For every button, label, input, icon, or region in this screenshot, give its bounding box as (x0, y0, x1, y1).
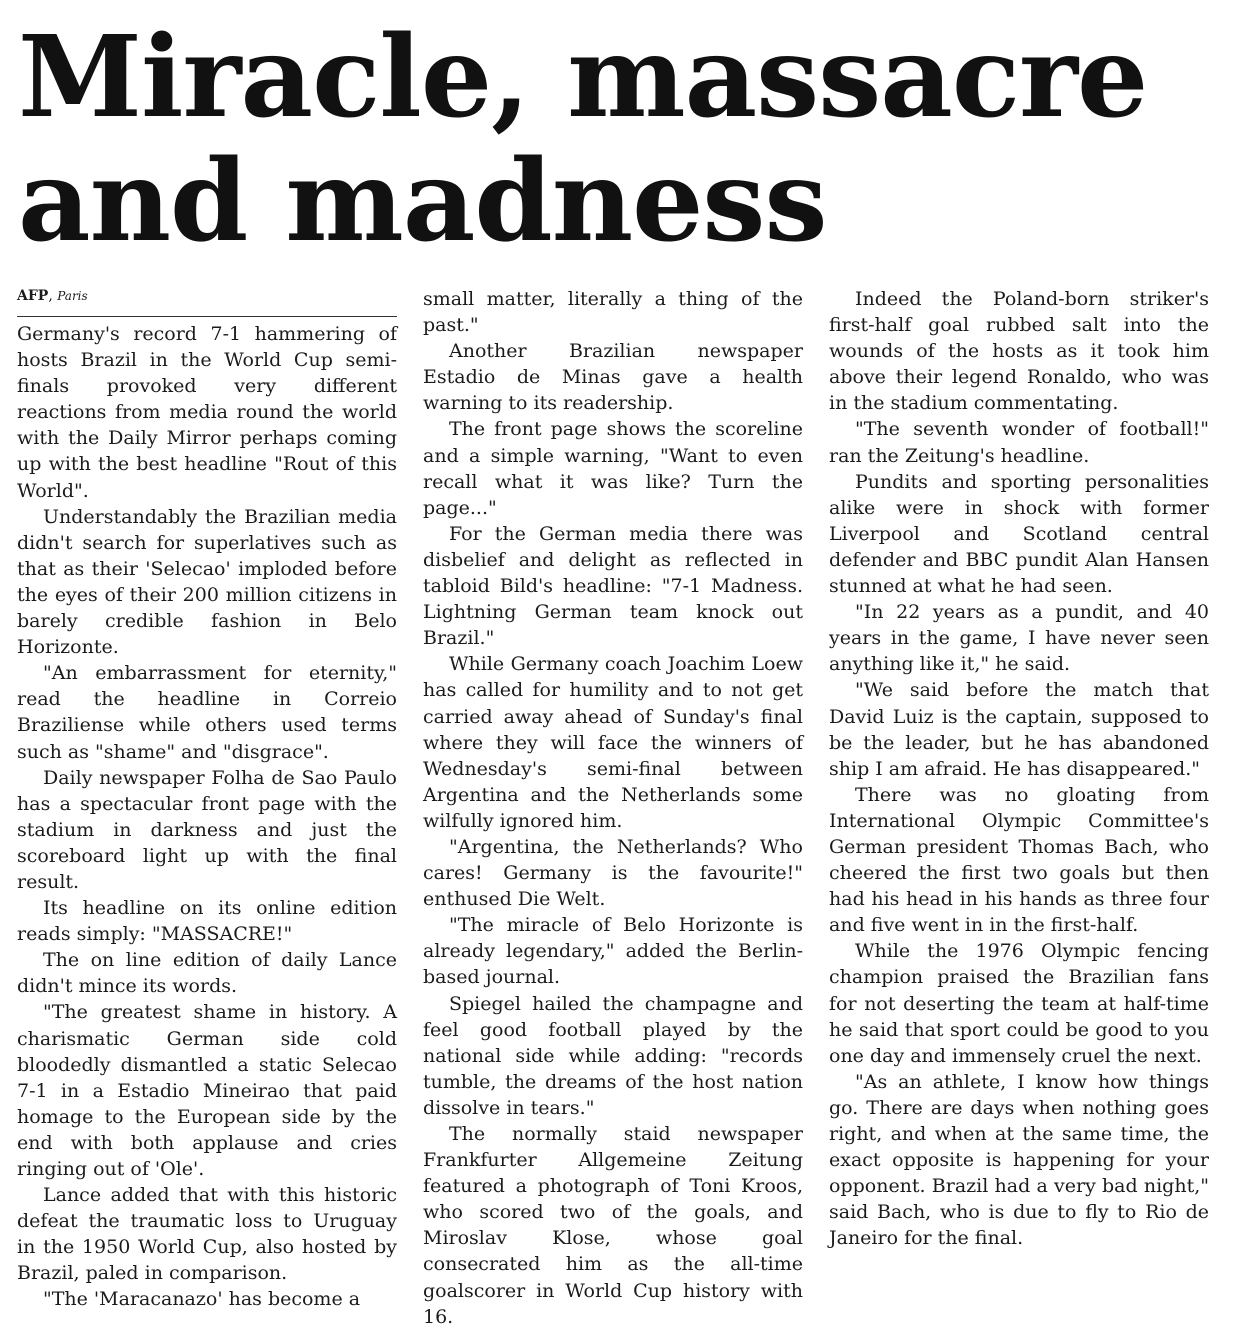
paragraph: There was no gloating from International Olympic Committee's German president Thomas Bach, who cheered the first two goals but then had his head in his hands as three four and five went in in the first-half. (829, 783, 1209, 937)
byline-place: Paris (57, 289, 88, 303)
paragraph: Daily newspaper Folha de Sao Paulo has a spectacular front page with the stadium in darkness and just the scoreboard light up with the final result. (17, 766, 397, 893)
byline-separator: , (48, 288, 58, 304)
paragraph: Another Brazilian newspaper Estadio de Minas gave a health warning to its readership. (423, 340, 803, 415)
byline-agency: AFP (17, 288, 49, 304)
paragraph: Spiegel hailed the champagne and feel good football played by the national side while adding: "records tumble, the dreams of the host nation dissolve in tears." (423, 992, 803, 1119)
paragraph: "The 'Maracanazo' has become a (43, 1288, 361, 1311)
headline (18, 12, 1218, 267)
paragraph: "The greatest shame in history. A charismatic German side cold bloodedly dismantled a static Selecao 7-1 in a Estadio Mineirao that paid homage to the European side by the end with both applause and cries ringing out of 'Ole'. (17, 1001, 397, 1180)
headline-line-2: and madness (18, 136, 827, 267)
paragraph: Germany's record 7-1 hammering of hosts Brazil in the World Cup semi-finals provoked very different reactions from media round the world with the Daily Mirror perhaps coming up with the best headline "Rout of this World". (17, 323, 397, 502)
paragraph: The normally staid newspaper Frankfurter Allgemeine Zeitung featured a photograph of Toni Kroos, who scored two of the goals, and Miroslav Klose, whose goal consecrated him as the all-time goalscorer in World Cup history with 16. (423, 1123, 803, 1328)
paragraph: Indeed the Poland-born striker's first-half goal rubbed salt into the wounds of the hosts as it took him above their legend Ronaldo, who was in the stadium commentating. (829, 288, 1209, 415)
paragraph: "An embarrassment for eternity," read the headline in Correio Braziliense while others used terms such as "shame" and "disgrace". (17, 662, 397, 763)
byline-divider (17, 316, 397, 317)
paragraph: "The miracle of Belo Horizonte is already legendary," added the Berlin-based journal. (423, 914, 803, 989)
paragraph: For the German media there was disbelief and delight as reflected in tabloid Bild's headline: "7-1 Madness. Lightning German team knock out Brazil." (423, 522, 803, 650)
paragraph: The front page shows the scoreline and a simple warning, "Want to even recall what it was like? Turn the page..." (423, 418, 803, 519)
paragraph: "We said before the match that David Luiz is the captain, supposed to be the leader, but he has abandoned ship I am afraid. He has disappeared." (829, 679, 1209, 780)
paragraph: Its headline on its online edition reads simply: "MASSACRE!" (17, 897, 397, 946)
article-column-1 (17, 286, 397, 1313)
paragraph: The on line edition of daily Lance didn't mince its words. (17, 949, 397, 998)
paragraph: "The seventh wonder of football!" ran the Zeitung's headline. (829, 418, 1209, 467)
paragraph: Understandably the Brazilian media didn't search for superlatives such as that as their 'Selecao' imploded before the eyes of their 200 million citizens in barely credible fashion in Belo Horizonte. (17, 505, 397, 659)
paragraph: Lance added that with this historic defeat the traumatic loss to Uruguay in the 1950 World Cup, also hosted by Brazil, paled in comparison. (17, 1184, 397, 1285)
byline (17, 286, 397, 306)
paragraph: While the 1976 Olympic fencing champion praised the Brazilian fans for not deserting the team at half-time he said that sport could be good to you one day and immensely cruel the next. (829, 940, 1209, 1067)
paragraph: small matter, literally a thing of the past." (423, 288, 803, 337)
paragraph: "In 22 years as a pundit, and 40 years in the game, I have never seen anything like it," he said. (829, 601, 1209, 676)
paragraph: "Argentina, the Netherlands? Who cares! Germany is the favourite!" enthused Die Welt. (423, 835, 803, 911)
article-column-2 (423, 286, 803, 1330)
headline-line-1: Miracle, massacre (18, 12, 1148, 143)
paragraph: While Germany coach Joachim Loew has called for humility and to not get carried away ahead of Sunday's final where they will face the winners of Wednesday's semi-final between Argentina and the Netherlands some wilfully ignored him. (423, 653, 803, 832)
paragraph: "As an athlete, I know how things go. There are days when nothing goes right, and when at the same time, the exact opposite is happening for your opponent. Brazil had a very bad night," said Bach, who is due to fly to Rio de Janeiro for the final. (829, 1070, 1209, 1250)
article-column-3 (829, 286, 1209, 1251)
paragraph: Pundits and sporting personalities alike were in shock with former Liverpool and Scotland central defender and BBC pundit Alan Hansen stunned at what he had seen. (829, 470, 1209, 598)
